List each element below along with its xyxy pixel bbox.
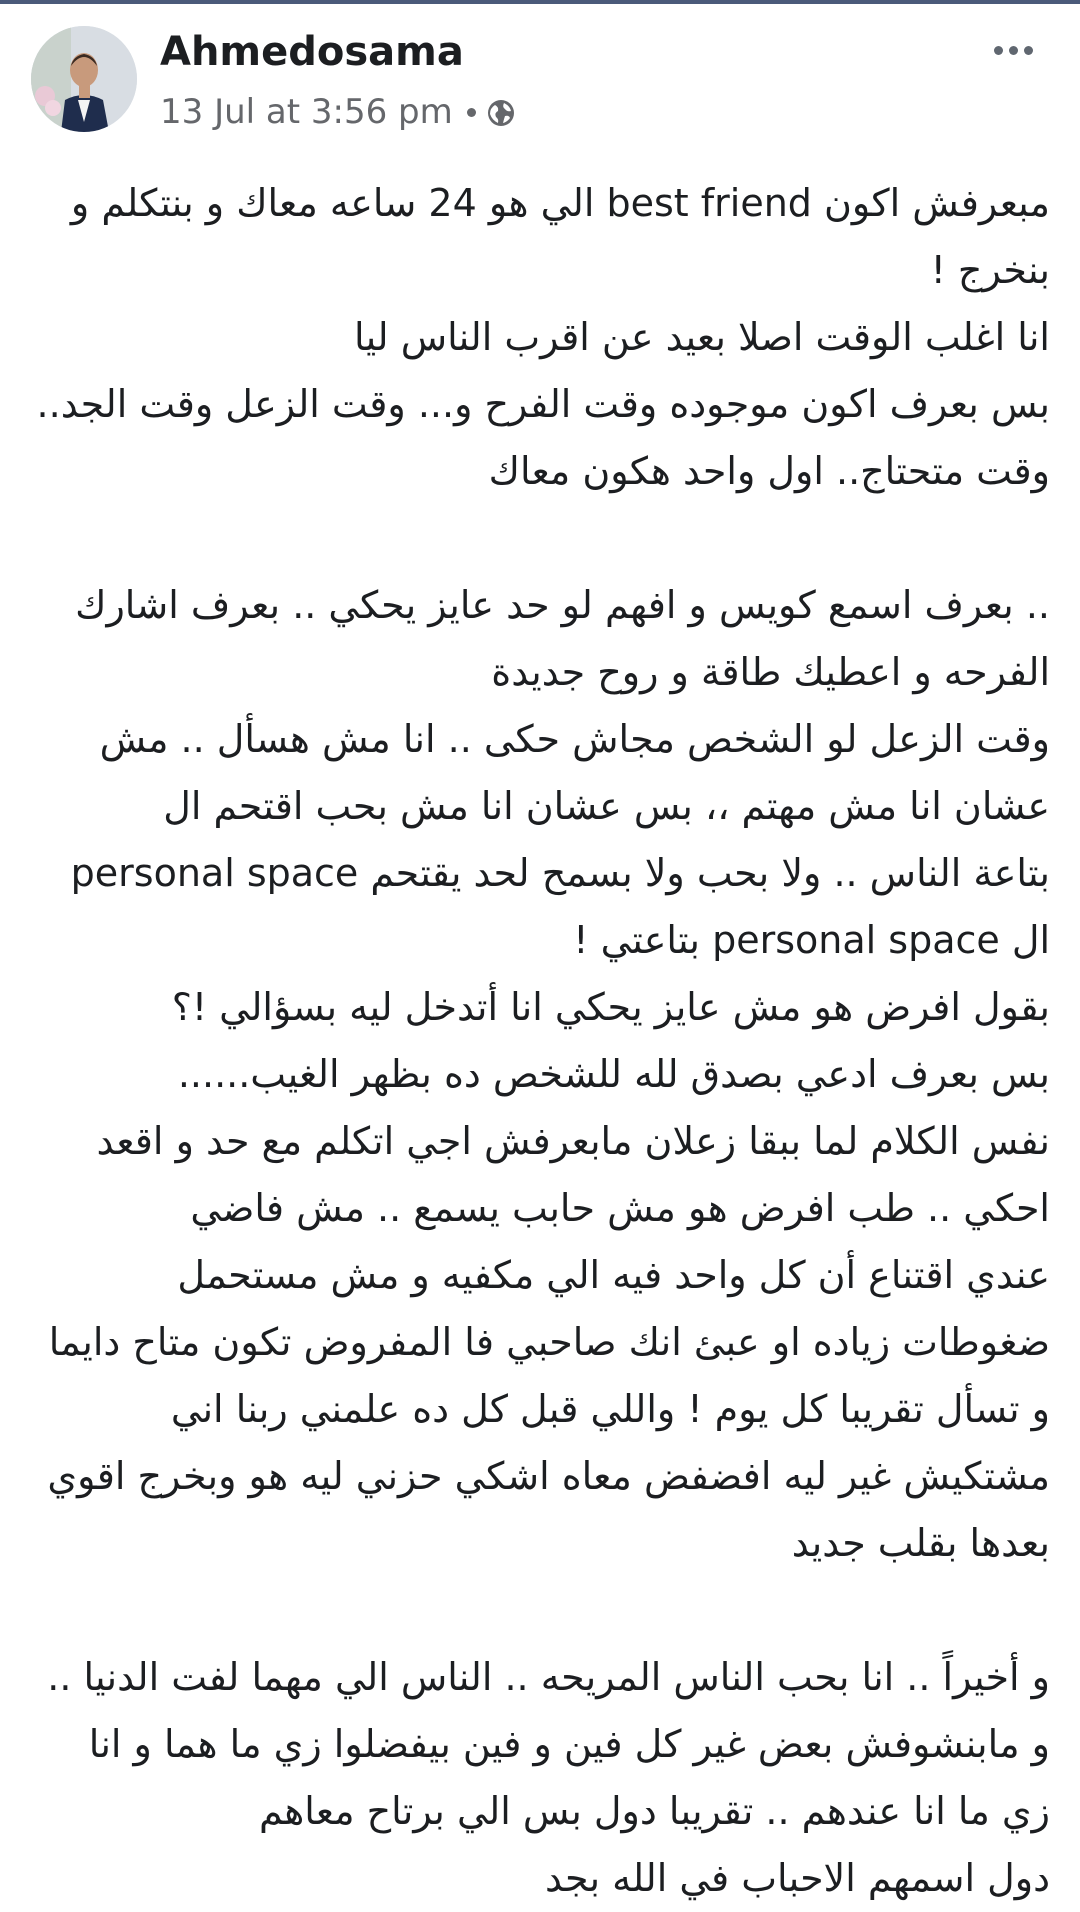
more-dot (1024, 46, 1033, 55)
more-dot (994, 46, 1003, 55)
post-text-line: احكي .. طب افرض هو مش حابب يسمع .. مش فاضي (190, 1186, 1050, 1230)
post-text-line: وقت الزعل لو الشخص مجاش حكى .. انا مش هسأل .. مش (99, 717, 1050, 761)
post-text-line: و مابنشوفش بعض غير كل فين و فين بيفضلوا زي ما هما و انا (88, 1722, 1050, 1766)
post-timestamp[interactable]: 13 Jul at 3:56 pm (160, 92, 453, 132)
post-text-line: .. بعرف اسمع كويس و افهم لو حد عايز يحكي .. بعرف اشارك (75, 583, 1050, 627)
paragraph-break (28, 1577, 1050, 1644)
post-text-line: دول اسمهم الاحباب في الله بجد (545, 1856, 1050, 1900)
globe-icon[interactable] (486, 97, 516, 127)
post-text-line: مبعرفش اكون best friend الي هو 24 ساعه معاك و بنتكلم و (70, 181, 1050, 225)
more-dot (1009, 46, 1018, 55)
post-text-line: انا اغلب الوقت اصلا بعيد عن اقرب الناس ليا (354, 315, 1050, 359)
post-text-line: عندي اقتناع أن كل واحد فيه الي مكفيه و مش مستحمل (177, 1253, 1050, 1297)
post-header (0, 4, 1080, 144)
post-text-line: زي ما انا عندهم .. تقريبا دول بس الي برتاح معاهم (258, 1789, 1050, 1833)
post-text-line: ضغوطات زياده او عبئ انك صاحبي فا المفروض تكون متاح دايما (48, 1320, 1050, 1364)
author-avatar[interactable] (31, 26, 137, 132)
meta-separator-dot (467, 108, 476, 117)
post-text-line: بنخرج ! (930, 248, 1050, 292)
post-text-line: ال personal space بتاعتي ! (573, 918, 1050, 962)
post-text-line: عشان انا مش مهتم ،، بس عشان انا مش بحب اقتحم ال (163, 784, 1050, 828)
post-text-line: وقت متحتاج.. اول واحد هكون معاك (488, 449, 1050, 493)
post-text-line: بس بعرف اكون موجوده وقت الفرح و... وقت الزعل وقت الجد.. (36, 382, 1050, 426)
post-text (28, 170, 1050, 1912)
post-text-line: نفس الكلام لما ببقا زعلان مابعرفش اجي اتكلم مع حد و اقعد (96, 1119, 1050, 1163)
author-name[interactable]: Ahmedosama (160, 29, 464, 75)
paragraph-break (28, 505, 1050, 572)
post-text-line: و أخيراً .. انا بحب الناس المريحه .. الناس الي مهما لفت الدنيا .. (47, 1655, 1050, 1699)
post-meta (160, 90, 516, 134)
post-text-line: بقول افرض هو مش عايز يحكي انا أتدخل ليه بسؤالي !؟ (171, 985, 1050, 1029)
post-text-line: بس بعرف ادعي بصدق لله للشخص ده بظهر الغيب...... (177, 1052, 1050, 1096)
post-text-line: و تسأل تقريبا كل يوم ! واللي قبل كل ده علمني ربنا اني (170, 1387, 1050, 1431)
post-text-line: بعدها بقلب جديد (791, 1521, 1050, 1565)
post-text-line: مشتكيش غير ليه افضفض معاه اشكي حزني ليه هو وبخرج اقوي (47, 1454, 1050, 1498)
post-text-line: personal space بتاعة الناس .. ولا بحب ولا بسمح لحد يقتحم (70, 851, 1050, 895)
more-options-icon[interactable] (982, 30, 1044, 70)
post-text-line: الفرحه و اعطيك طاقة و روح جديدة (491, 650, 1050, 694)
